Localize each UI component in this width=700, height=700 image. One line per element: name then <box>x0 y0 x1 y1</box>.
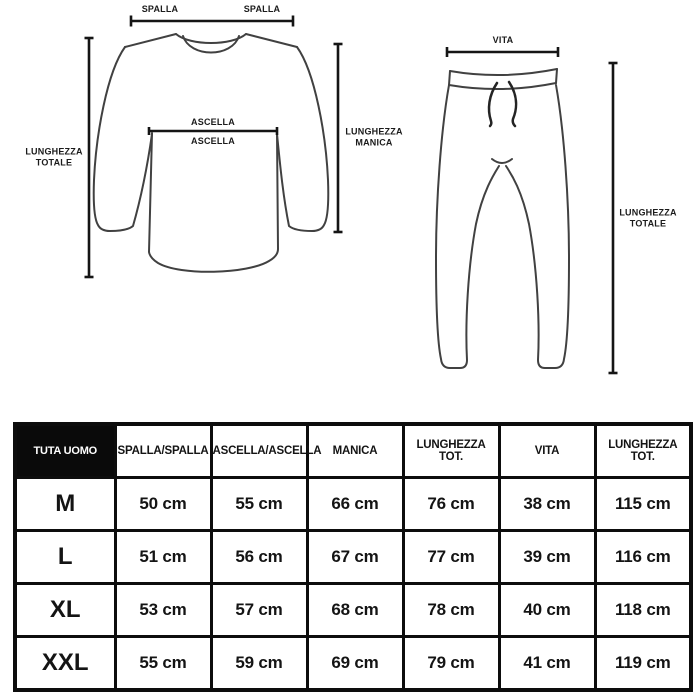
value-cell: 39 cm <box>499 531 595 584</box>
value-cell: 116 cm <box>595 531 691 584</box>
ascella-top-label: ASCELLA <box>191 116 235 127</box>
ascella-bottom-label: ASCELLA <box>191 135 235 146</box>
size-label-m: M <box>15 478 115 531</box>
value-cell: 53 cm <box>115 584 211 637</box>
value-cell: 40 cm <box>499 584 595 637</box>
header-ascella-ascella: ASCELLA/ASCELLA <box>211 424 307 478</box>
value-cell: 115 cm <box>595 478 691 531</box>
size-table <box>13 422 693 692</box>
value-cell: 56 cm <box>211 531 307 584</box>
ascella-measure-line <box>149 127 277 135</box>
value-cell: 38 cm <box>499 478 595 531</box>
value-cell: 78 cm <box>403 584 499 637</box>
value-cell: 119 cm <box>595 637 691 691</box>
size-table-header-row <box>15 424 691 478</box>
size-label-l: L <box>15 531 115 584</box>
pants-lunghezza-totale-line1: LUNGHEZZA <box>619 207 677 218</box>
value-cell: 77 cm <box>403 531 499 584</box>
vita-label: VITA <box>492 34 514 45</box>
size-row-m <box>15 478 691 531</box>
sweater-lunghezza-totale-measure-line <box>85 38 94 277</box>
vita-measure-line <box>447 47 558 57</box>
value-cell: 57 cm <box>211 584 307 637</box>
spalla-right-label: SPALLA <box>243 3 281 14</box>
sweatshirt-drawing <box>94 34 329 272</box>
spalla-measure-line <box>131 16 293 27</box>
header-tuta-uomo: TUTA UOMO <box>15 424 115 478</box>
value-cell: 79 cm <box>403 637 499 691</box>
value-cell: 59 cm <box>211 637 307 691</box>
value-cell: 51 cm <box>115 531 211 584</box>
header-lunghezza-tot-pants: LUNGHEZZA TOT. <box>595 424 691 478</box>
value-cell: 50 cm <box>115 478 211 531</box>
sweater-lunghezza-totale-line1: LUNGHEZZA <box>25 146 83 157</box>
size-label-xxl: XXL <box>15 637 115 691</box>
size-label-xl: XL <box>15 584 115 637</box>
value-cell: 76 cm <box>403 478 499 531</box>
value-cell: 55 cm <box>115 637 211 691</box>
value-cell: 69 cm <box>307 637 403 691</box>
header-manica: MANICA <box>307 424 403 478</box>
lunghezza-manica-line2: MANICA <box>355 137 393 147</box>
value-cell: 66 cm <box>307 478 403 531</box>
size-row-xxl <box>15 637 691 691</box>
pants-lunghezza-totale-measure-line <box>609 63 618 373</box>
lunghezza-manica-measure-line <box>334 44 343 232</box>
sweater-lunghezza-totale-line2: TOTALE <box>35 157 73 167</box>
header-spalla-spalla: SPALLA/SPALLA <box>115 424 211 478</box>
value-cell: 68 cm <box>307 584 403 637</box>
size-row-xl <box>15 584 691 637</box>
value-cell: 118 cm <box>595 584 691 637</box>
lunghezza-manica-line1: LUNGHEZZA <box>345 126 403 137</box>
value-cell: 55 cm <box>211 478 307 531</box>
pants-lunghezza-totale-label <box>619 208 676 229</box>
spalla-left-label: SPALLA <box>141 3 179 14</box>
header-lunghezza-tot-top: LUNGHEZZA TOT. <box>403 424 499 478</box>
lunghezza-manica-label <box>345 127 402 148</box>
value-cell: 41 cm <box>499 637 595 691</box>
pants-lunghezza-totale-line2: TOTALE <box>629 218 667 228</box>
pants-drawing <box>436 69 569 368</box>
size-row-l <box>15 531 691 584</box>
sweater-lunghezza-totale-label <box>25 147 82 168</box>
header-vita: VITA <box>499 424 595 478</box>
value-cell: 67 cm <box>307 531 403 584</box>
